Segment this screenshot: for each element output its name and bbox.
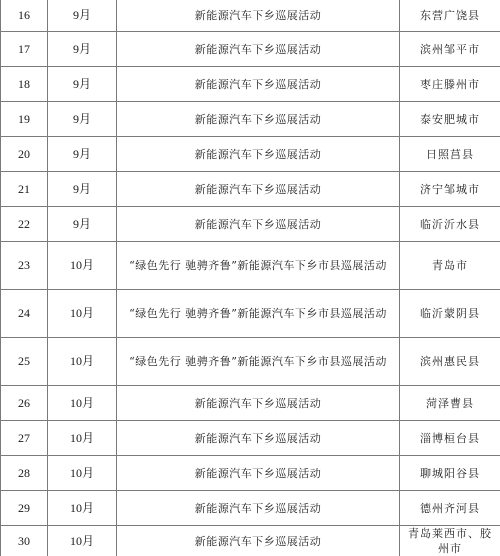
row-place: 济宁邹城市 [400,172,500,207]
row-activity: “绿色先行 驰骋齐鲁”新能源汽车下乡市县巡展活动 [117,290,400,338]
row-place: 德州齐河县 [400,491,500,526]
row-number: 29 [1,491,48,526]
row-place: 滨州惠民县 [400,338,500,386]
row-activity: 新能源汽车下乡巡展活动 [117,172,400,207]
row-place: 青岛市 [400,242,500,290]
row-number: 22 [1,207,48,242]
row-place: 泰安肥城市 [400,102,500,137]
table-row [1,172,500,207]
table-row [1,207,500,242]
row-month: 9月 [48,207,117,242]
row-month: 9月 [48,0,117,32]
row-activity: “绿色先行 驰骋齐鲁”新能源汽车下乡市县巡展活动 [117,338,400,386]
row-number: 19 [1,102,48,137]
table-row [1,526,500,556]
row-number: 24 [1,290,48,338]
row-number: 25 [1,338,48,386]
table-row [1,386,500,421]
table-row [1,137,500,172]
row-month: 9月 [48,137,117,172]
row-place: 聊城阳谷县 [400,456,500,491]
table-row [1,0,500,32]
table-row [1,32,500,67]
table-row [1,338,500,386]
table-row [1,102,500,137]
row-month: 10月 [48,290,117,338]
row-activity: 新能源汽车下乡巡展活动 [117,0,400,32]
row-place: 东营广饶县 [400,0,500,32]
row-number: 30 [1,526,48,556]
row-place: 菏泽曹县 [400,386,500,421]
row-month: 10月 [48,421,117,456]
table-row [1,491,500,526]
row-number: 26 [1,386,48,421]
row-month: 9月 [48,172,117,207]
row-activity: 新能源汽车下乡巡展活动 [117,207,400,242]
row-activity: 新能源汽车下乡巡展活动 [117,67,400,102]
row-number: 28 [1,456,48,491]
row-month: 9月 [48,32,117,67]
row-month: 10月 [48,386,117,421]
row-place: 日照莒县 [400,137,500,172]
row-month: 10月 [48,491,117,526]
row-place: 临沂蒙阴县 [400,290,500,338]
table-row [1,242,500,290]
row-place: 枣庄滕州市 [400,67,500,102]
row-activity: “绿色先行 驰骋齐鲁”新能源汽车下乡市县巡展活动 [117,242,400,290]
row-number: 17 [1,32,48,67]
row-number: 20 [1,137,48,172]
row-number: 18 [1,67,48,102]
row-activity: 新能源汽车下乡巡展活动 [117,32,400,67]
row-month: 10月 [48,526,117,556]
row-activity: 新能源汽车下乡巡展活动 [117,102,400,137]
row-number: 21 [1,172,48,207]
row-number: 16 [1,0,48,32]
row-month: 9月 [48,67,117,102]
row-month: 10月 [48,242,117,290]
table-row [1,421,500,456]
table-row [1,456,500,491]
row-month: 9月 [48,102,117,137]
row-place: 滨州邹平市 [400,32,500,67]
row-number: 23 [1,242,48,290]
row-activity: 新能源汽车下乡巡展活动 [117,456,400,491]
row-activity: 新能源汽车下乡巡展活动 [117,491,400,526]
row-number: 27 [1,421,48,456]
row-activity: 新能源汽车下乡巡展活动 [117,526,400,556]
row-place: 淄博桓台县 [400,421,500,456]
row-activity: 新能源汽车下乡巡展活动 [117,137,400,172]
row-activity: 新能源汽车下乡巡展活动 [117,421,400,456]
row-activity: 新能源汽车下乡巡展活动 [117,386,400,421]
table-row [1,290,500,338]
row-place: 临沂沂水县 [400,207,500,242]
row-month: 10月 [48,338,117,386]
row-month: 10月 [48,456,117,491]
row-place: 青岛莱西市、胶州市 [400,526,500,556]
table-row [1,67,500,102]
